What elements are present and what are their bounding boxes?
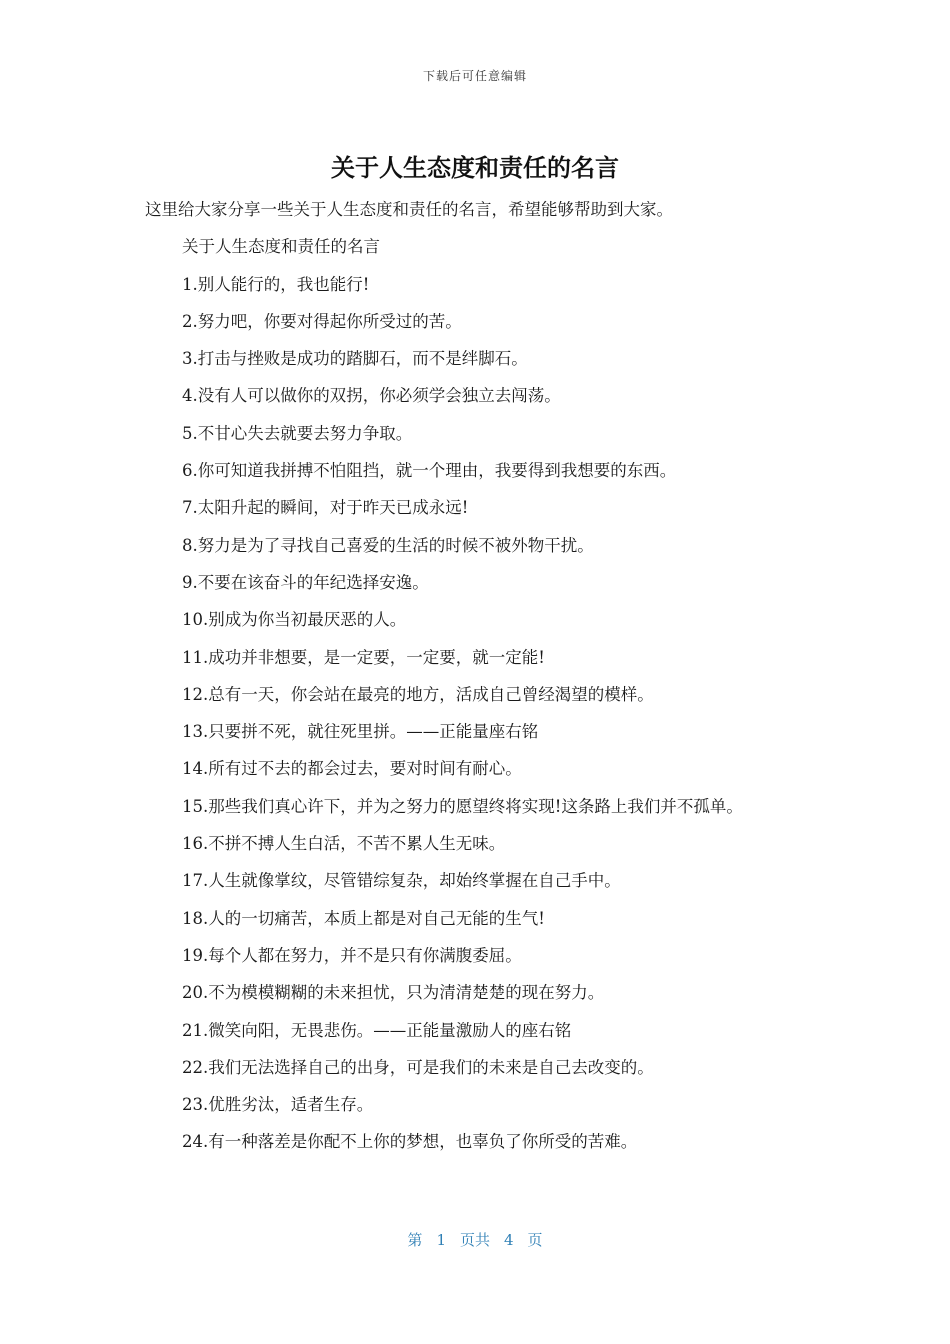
quote-item: 5.不甘心失去就要去努力争取。	[182, 423, 413, 443]
footer-middle: 页共	[459, 1231, 490, 1249]
quote-item: 19.每个人都在努力，并不是只有你满腹委屈。	[182, 945, 522, 965]
quote-item: 10.别成为你当初最厌恶的人。	[182, 610, 407, 630]
quote-item: 15.那些我们真心许下，并为之努力的愿望终将实现!这条路上我们并不孤单。	[182, 796, 743, 816]
footer-suffix: 页	[527, 1231, 543, 1249]
quote-item: 17.人生就像掌纹，尽管错综复杂，却始终掌握在自己手中。	[182, 871, 621, 891]
quote-item: 20.不为模模糊糊的未来担忧，只为清清楚楚的现在努力。	[182, 983, 605, 1003]
quote-item: 2.努力吧，你要对得起你所受过的苦。	[182, 311, 462, 331]
intro-paragraph: 这里给大家分享一些关于人生态度和责任的名言，希望能够帮助到大家。	[145, 200, 673, 219]
quote-item: 12.总有一天，你会站在最亮的地方，活成自己曾经渴望的模样。	[182, 684, 654, 704]
page-header: 下载后可任意编辑	[422, 69, 527, 83]
quote-item: 18.人的一切痛苦，本质上都是对自己无能的生气!	[182, 908, 545, 928]
quote-item: 13.只要拼不死，就往死里拼。——正能量座右铭	[182, 722, 539, 742]
quote-item: 6.你可知道我拼搏不怕阻挡，就一个理由，我要得到我想要的东西。	[182, 461, 677, 481]
quote-item: 9.不要在该奋斗的年纪选择安逸。	[182, 572, 429, 592]
quote-item: 22.我们无法选择自己的出身，可是我们的未来是自己去改变的。	[182, 1057, 654, 1077]
document-body	[145, 191, 805, 1161]
quote-item: 4.没有人可以做你的双拐，你必须学会独立去闯荡。	[182, 386, 561, 406]
footer-total-pages: 4	[504, 1231, 514, 1249]
subheading: 关于人生态度和责任的名言	[182, 237, 380, 257]
quote-item: 24.有一种落差是你配不上你的梦想，也辜负了你所受的苦难。	[182, 1132, 638, 1152]
quote-item: 8.努力是为了寻找自己喜爱的生活的时候不被外物干扰。	[182, 535, 594, 555]
document-title: 关于人生态度和责任的名言	[331, 154, 619, 182]
quote-item: 23.优胜劣汰，适者生存。	[182, 1095, 374, 1115]
page-footer	[0, 1229, 950, 1250]
quote-item: 21.微笑向阳，无畏悲伤。——正能量激励人的座右铭	[182, 1020, 572, 1040]
footer-prefix: 第	[407, 1231, 423, 1249]
quote-item: 7.太阳升起的瞬间，对于昨天已成永远!	[182, 498, 469, 518]
quote-item: 1.别人能行的，我也能行!	[182, 274, 370, 294]
quote-item: 3.打击与挫败是成功的踏脚石，而不是绊脚石。	[182, 349, 528, 369]
quote-item: 16.不拼不搏人生白活，不苦不累人生无味。	[182, 834, 506, 854]
footer-page-number: 1	[436, 1231, 446, 1249]
quote-item: 11.成功并非想要，是一定要，一定要，就一定能!	[182, 647, 545, 667]
quote-item: 14.所有过不去的都会过去，要对时间有耐心。	[182, 759, 522, 779]
